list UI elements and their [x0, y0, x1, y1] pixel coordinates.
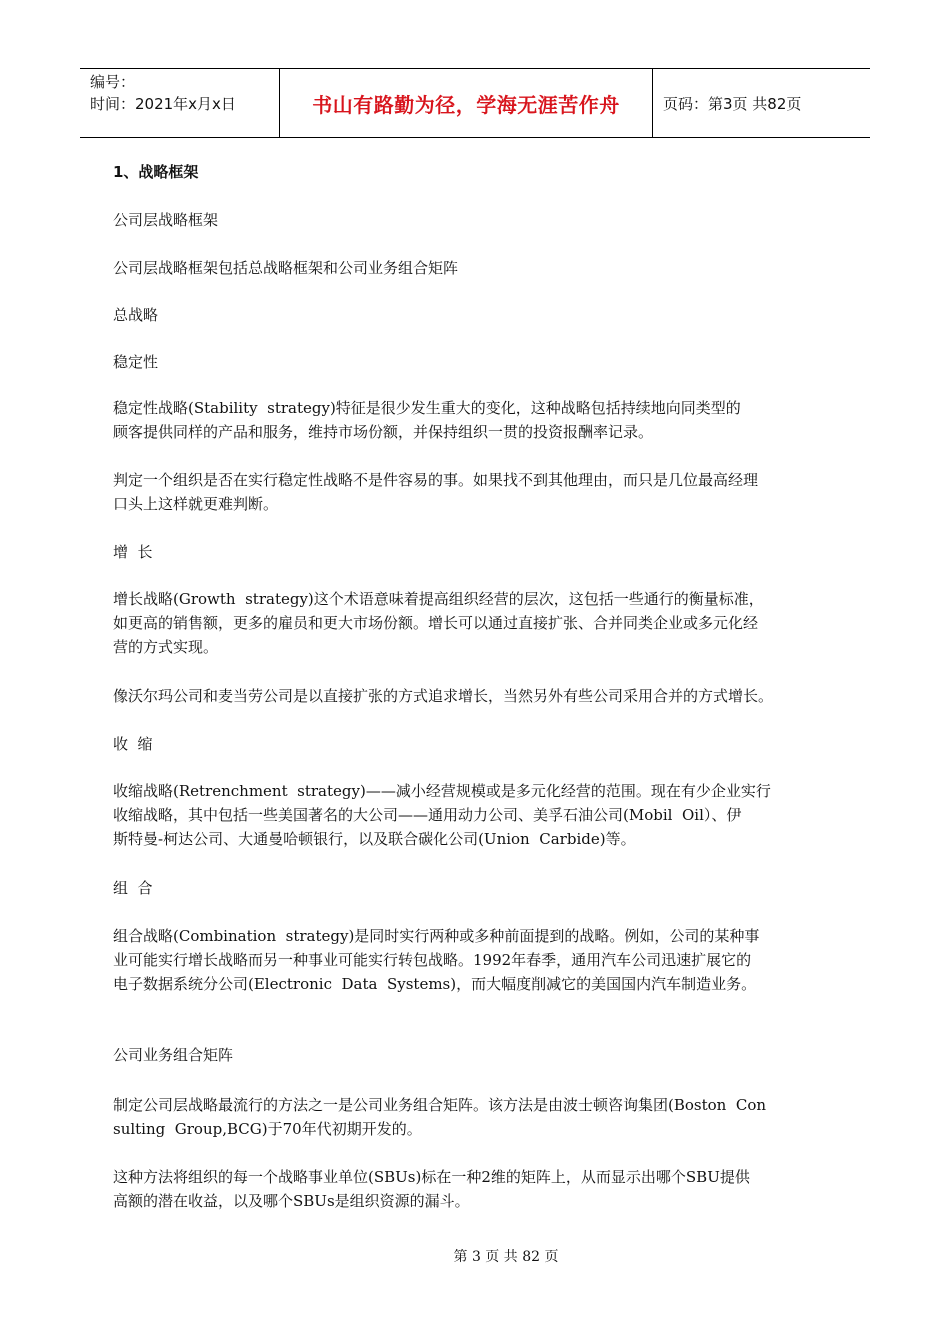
- paragraph: 增 长: [113, 543, 153, 561]
- paragraph: 公司层战略框架: [113, 211, 219, 229]
- paragraph: 公司层战略框架包括总战略框架和公司业务组合矩阵: [113, 259, 459, 277]
- paragraph: 组合战略(Combination strategy)是同时实行两种或多种前面提到的战略。例如，公司的某种事 业可能实行增长战略而另一种事业可能实行转包战略。1992年春季，通用汽车公司迅速扩展它的 电子数据系统分公司(Electronic Data Systems)，而大幅度削减它的美国国内汽车制造业务。: [113, 927, 760, 993]
- paragraph: 收 缩: [113, 735, 153, 753]
- paragraph: 这种方法将组织的每一个战略事业单位(SBUs)标在一种2维的矩阵上，从而显示出哪个SBU提供 高额的潜在收益，以及哪个SBUs是组织资源的漏斗。: [113, 1168, 750, 1210]
- paragraph: 收缩战略(Retrenchment strategy)——减小经营规模或是多元化经营的范围。现在有少企业实行 收缩战略，其中包括一些美国著名的大公司——通用动力公司、美孚石油公司(Mobil Oil）、伊 斯特曼-柯达公司、大通曼哈顿银行，以及联合碳化公司(Union Carbide)等。: [113, 782, 771, 848]
- paragraph: 判定一个组织是否在实行稳定性战略不是件容易的事。如果找不到其他理由，而只是几位最高经理 口头上这样就更难判断。: [113, 471, 759, 513]
- header-motto: 书山有路勤为径，学海无涯苦作舟: [280, 69, 653, 137]
- paragraph: 增长战略(Growth strategy)这个术语意味着提高组织经营的层次，这包括一些通行的衡量标准， 如更高的销售额，更多的雇员和更大市场份额。增长可以通过直接扩张、合并同类企业或多元化经 营的方式实现。: [113, 590, 764, 656]
- paragraph: 稳定性战略(Stability strategy)特征是很少发生重大的变化，这种战略包括持续地向同类型的 顾客提供同样的产品和服务，维持市场份额，并保持组织一贯的投资报酬率记录。: [113, 399, 741, 441]
- paragraph: 稳定性: [113, 353, 159, 371]
- paragraph: 像沃尔玛公司和麦当劳公司是以直接扩张的方式追求增长，当然另外有些公司采用合并的方式增长。: [113, 687, 774, 705]
- page-footer: 第 3 页 共 82 页: [453, 1249, 559, 1265]
- document-number-label: 编号：: [90, 73, 136, 91]
- paragraph: 公司业务组合矩阵: [113, 1046, 234, 1064]
- section-title: 1、战略框架: [113, 163, 199, 181]
- paragraph: 总战略: [113, 306, 159, 324]
- paragraph: 制定公司层战略最流行的方法之一是公司业务组合矩阵。该方法是由波士顿咨询集团(Boston Con sulting Group,BCG)于70年代初期开发的。: [113, 1096, 767, 1138]
- header-page-info: 页码：第3页 共82页: [663, 94, 802, 113]
- paragraph: 组 合: [113, 879, 153, 897]
- document-time-label: 时间：2021年x月x日: [90, 95, 236, 113]
- page-header: [80, 68, 870, 138]
- header-meta: [80, 69, 280, 137]
